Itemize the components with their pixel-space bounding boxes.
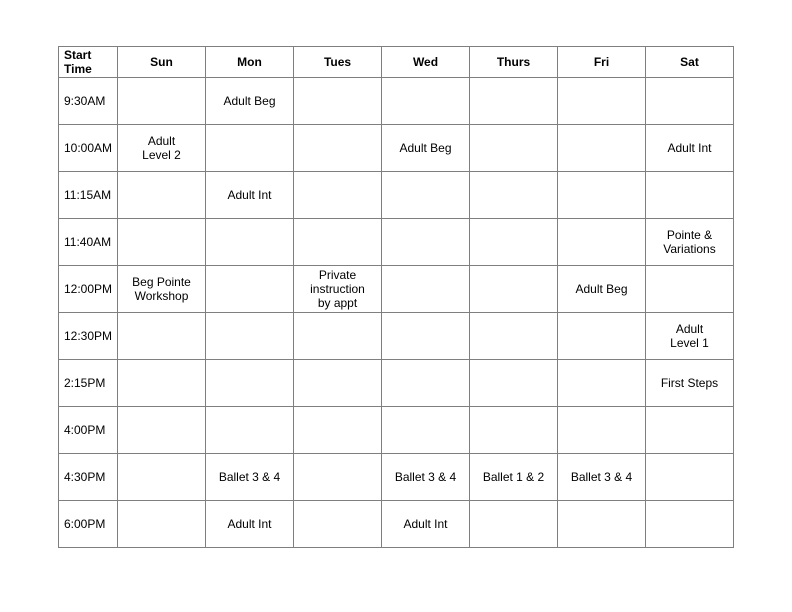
start-time-cell: 9:30AM [59,78,118,125]
header-day-tues [294,47,382,78]
class-name: Adult Beg [575,282,628,296]
class-cell-mon [206,501,294,548]
header-day-mon [206,47,294,78]
class-cell-sat [646,313,734,360]
class-cell-tues [294,454,382,501]
start-time-cell: 11:40AM [59,219,118,266]
class-name: Adult Int [667,141,712,155]
class-cell-thurs [470,407,558,454]
class-cell-sun [118,172,206,219]
class-cell-sat [646,78,734,125]
class-name: Adult Int [403,517,448,531]
class-name: Ballet 3 & 4 [218,470,281,484]
class-cell-sun [118,219,206,266]
header-label: Sat [680,55,699,69]
schedule-body [59,78,734,548]
class-cell-sat [646,360,734,407]
class-cell-fri [558,407,646,454]
table-row [59,313,734,360]
class-cell-sun [118,501,206,548]
class-cell-sun [118,313,206,360]
class-cell-sun [118,266,206,313]
class-cell-fri [558,172,646,219]
class-cell-tues [294,78,382,125]
class-cell-thurs [470,219,558,266]
class-cell-mon [206,219,294,266]
class-cell-sat [646,407,734,454]
class-cell-wed [382,266,470,313]
class-cell-mon [206,360,294,407]
start-time-cell: 12:30PM [59,313,118,360]
table-row [59,266,734,313]
class-cell-tues [294,219,382,266]
class-cell-thurs [470,360,558,407]
class-cell-thurs [470,313,558,360]
class-name: Private instruction by appt [310,268,365,310]
class-cell-sat [646,125,734,172]
class-cell-sat [646,219,734,266]
header-day-thurs [470,47,558,78]
class-cell-sat [646,172,734,219]
header-label: Sun [150,55,173,69]
class-cell-wed [382,454,470,501]
class-cell-fri [558,454,646,501]
class-cell-fri [558,360,646,407]
class-name: Adult Level 1 [670,322,709,350]
class-name: Ballet 1 & 2 [482,470,545,484]
class-name: Adult Int [227,517,272,531]
table-row [59,219,734,266]
class-cell-fri [558,501,646,548]
class-cell-wed [382,172,470,219]
header-label: Fri [593,55,610,69]
class-cell-mon [206,172,294,219]
class-cell-thurs [470,78,558,125]
class-cell-wed [382,219,470,266]
table-row [59,407,734,454]
class-cell-thurs [470,454,558,501]
header-label: Start Time [64,48,92,76]
table-row [59,501,734,548]
class-cell-mon [206,266,294,313]
class-schedule-table [58,46,734,548]
start-time-cell: 4:00PM [59,407,118,454]
class-cell-thurs [470,172,558,219]
header-day-wed [382,47,470,78]
class-cell-mon [206,407,294,454]
header-label: Tues [323,55,352,69]
class-name: Pointe & Variations [663,228,716,256]
start-time-cell: 2:15PM [59,360,118,407]
table-row [59,454,734,501]
class-cell-sun [118,125,206,172]
class-name: First Steps [660,376,719,390]
class-cell-sun [118,360,206,407]
class-cell-wed [382,313,470,360]
class-name: Ballet 3 & 4 [394,470,457,484]
header-row [59,47,734,78]
class-cell-mon [206,313,294,360]
class-cell-wed [382,125,470,172]
class-cell-sat [646,454,734,501]
header-label: Wed [412,55,439,69]
class-cell-wed [382,360,470,407]
header-day-sat [646,47,734,78]
class-cell-wed [382,407,470,454]
class-cell-fri [558,219,646,266]
class-cell-tues [294,313,382,360]
table-row [59,125,734,172]
table-row [59,78,734,125]
class-name: Adult Beg [223,94,276,108]
class-cell-sun [118,407,206,454]
class-cell-tues [294,172,382,219]
start-time-cell: 12:00PM [59,266,118,313]
class-cell-thurs [470,266,558,313]
class-cell-fri [558,78,646,125]
header-day-fri [558,47,646,78]
class-cell-fri [558,266,646,313]
schedule-header [59,47,734,78]
class-cell-mon [206,454,294,501]
start-time-cell: 4:30PM [59,454,118,501]
start-time-cell: 6:00PM [59,501,118,548]
class-cell-tues [294,266,382,313]
header-day-sun [118,47,206,78]
class-cell-mon [206,125,294,172]
start-time-cell: 10:00AM [59,125,118,172]
class-name: Ballet 3 & 4 [570,470,633,484]
table-row [59,172,734,219]
header-start-time [59,47,118,78]
class-cell-tues [294,360,382,407]
table-row [59,360,734,407]
class-cell-tues [294,407,382,454]
class-cell-sat [646,501,734,548]
class-cell-fri [558,125,646,172]
class-cell-wed [382,501,470,548]
class-cell-fri [558,313,646,360]
class-name: Adult Level 2 [142,134,181,162]
class-cell-thurs [470,125,558,172]
header-label: Mon [237,55,262,69]
header-label: Thurs [496,55,531,69]
class-name: Beg Pointe Workshop [132,275,191,303]
class-cell-wed [382,78,470,125]
class-name: Adult Int [227,188,272,202]
class-cell-tues [294,501,382,548]
class-cell-mon [206,78,294,125]
class-cell-tues [294,125,382,172]
class-cell-sun [118,78,206,125]
class-cell-sun [118,454,206,501]
class-cell-sat [646,266,734,313]
class-cell-thurs [470,501,558,548]
start-time-cell: 11:15AM [59,172,118,219]
class-name: Adult Beg [399,141,452,155]
